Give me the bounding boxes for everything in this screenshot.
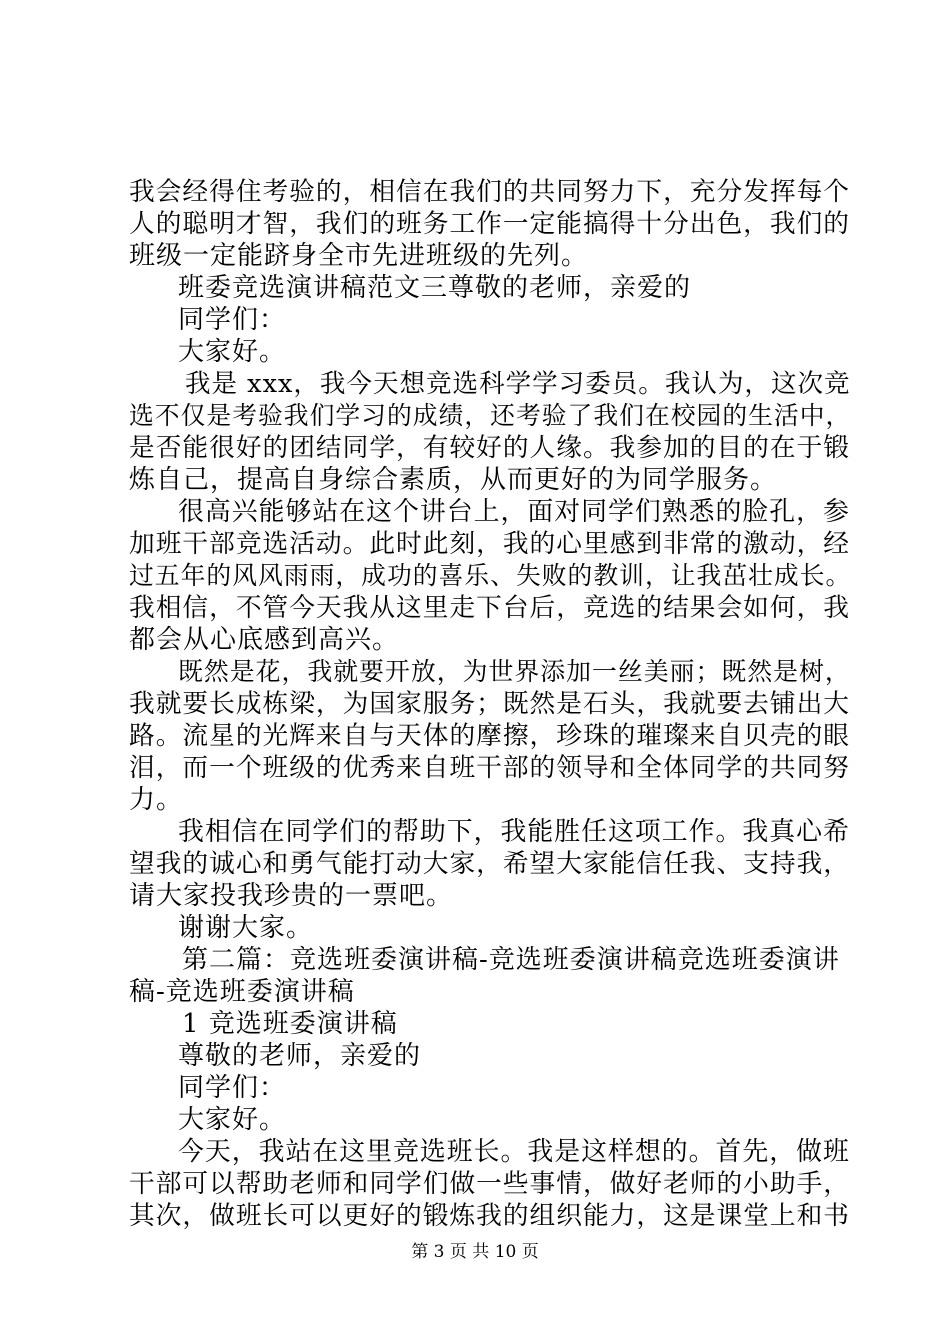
text-line: 干部可以帮助老师和同学们做一些事情，做好老师的小助手， [129,1169,850,1199]
text-line: 其次，做班长可以更好的锻炼我的组织能力，这是课堂上和书 [129,1201,850,1231]
text-line: 稿-竞选班委演讲稿 [129,977,355,1007]
text-line: 我相信，不管今天我从这里走下台后，竞选的结果会如何，我 [129,593,850,623]
page-number-footer: 第 3 页 共 10 页 [411,1242,539,1262]
text-line: 都会从心底感到高兴。 [129,625,400,655]
text-line: 选不仅是考验我们学习的成绩，还考验了我们在校园的生活中， [129,401,852,430]
text-line: 是否能很好的团结同学，有较好的人缘。我参加的目的在于锻 [129,433,850,463]
text-line: 泪，而一个班级的优秀来自班干部的领导和全体同学的共同努 [129,753,850,783]
text-line: 炼自己，提高自身综合素质，从而更好的为同学服务。 [129,465,778,495]
text-line: 请大家投我珍贵的一票吧。 [129,881,454,911]
text-line: 人的聪明才智，我们的班务工作一定能搞得十分出色，我们的 [129,209,850,239]
text-line: 今天，我站在这里竞选班长。我是这样想的。首先，做班 [178,1137,850,1167]
text-line: 班委竞选演讲稿范文三尊敬的老师，亲爱的 [178,273,692,303]
text-line: 望我的诚心和勇气能打动大家，希望大家能信任我、支持我， [129,849,850,879]
text-line: 很高兴能够站在这个讲台上，面对同学们熟悉的脸孔，参 [178,497,850,527]
text-line: 谢谢大家。 [178,913,314,943]
text-line: 同学们： [178,1073,287,1103]
text-line: 同学们： [178,305,287,335]
text-line: 过五年的风风雨雨，成功的喜乐、失败的教训，让我茁壮成长。 [129,561,852,590]
text-line: 我是 xxx，我今天想竞选科学学习委员。我认为，这次竞 [185,369,851,399]
text-line: 班级一定能跻身全市先进班级的先列。 [129,241,589,271]
text-line: 既然是花，我就要开放，为世界添加一丝美丽；既然是树， [178,657,851,686]
text-line: 我相信在同学们的帮助下，我能胜任这项工作。我真心希 [178,817,850,847]
text-line: 加班干部竞选活动。此时此刻，我的心里感到非常的激动，经 [129,529,850,559]
text-line: 第二篇：竞选班委演讲稿-竞选班委演讲稿竞选班委演讲 [182,945,840,975]
text-line: 1 竞选班委演讲稿 [182,1009,398,1039]
text-line: 尊敬的老师，亲爱的 [178,1041,422,1071]
text-line: 我就要长成栋梁，为国家服务；既然是石头，我就要去铺出大 [129,689,850,719]
text-line: 力。 [129,785,184,815]
text-line: 我会经得住考验的，相信在我们的共同努力下，充分发挥每个 [129,177,850,207]
text-line: 路。流星的光辉来自与天体的摩擦，珍珠的璀璨来自贝壳的眼 [129,721,850,751]
text-line: 大家好。 [178,1105,287,1135]
text-line: 大家好。 [178,337,287,367]
